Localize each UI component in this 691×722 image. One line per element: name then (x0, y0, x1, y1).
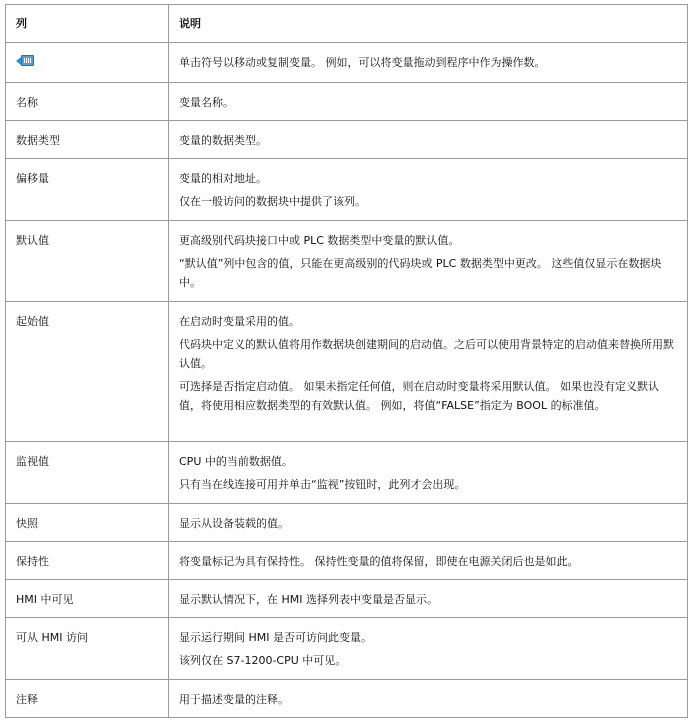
description-text: 更高级别代码块接口中或 PLC 数据类型中变量的默认值。 (179, 234, 460, 247)
description-text: 变量的相对地址。 (179, 172, 267, 185)
row-description-cell (169, 43, 688, 83)
row-label-cell: 名称 (6, 83, 169, 121)
row-label-cell: 起始值 (6, 302, 169, 442)
column-description-table (5, 4, 688, 718)
table-row (6, 221, 688, 302)
description-text: 变量名称。 (179, 96, 234, 109)
description-text: 变量的数据类型。 (179, 134, 267, 147)
row-description-cell (169, 680, 688, 718)
row-description-cell (169, 83, 688, 121)
row-label-cell: 保持性 (6, 542, 169, 580)
description-text: 可选择是否指定启动值。 如果未指定任何值，则在启动时变量将采用默认值。 如果也没有定义默认值，将使用相应数据类型的有效默认值。 例如，将值“FALSE”指定为 BOOL 的标准值。 (179, 380, 659, 412)
row-label-cell: HMI 中可见 (6, 580, 169, 618)
row-label-cell: 快照 (6, 504, 169, 542)
header-description: 说明 (169, 5, 688, 43)
row-label-cell: 默认值 (6, 221, 169, 302)
drag-symbol-icon[interactable] (16, 54, 33, 66)
header-column: 列 (6, 5, 169, 43)
description-text: 将变量标记为具有保持性。 保持性变量的值将保留，即使在电源关闭后也是如此。 (179, 555, 579, 568)
row-description-cell (169, 580, 688, 618)
table-row (6, 680, 688, 718)
row-label-cell: 数据类型 (6, 121, 169, 159)
row-label-cell: 可从 HMI 访问 (6, 618, 169, 680)
row-description-cell (169, 159, 688, 221)
row-description-cell (169, 302, 688, 442)
table-row (6, 121, 688, 159)
description-text: 仅在一般访问的数据块中提供了该列。 (179, 195, 366, 208)
description-text: 该列仅在 S7-1200-CPU 中可见。 (179, 654, 347, 667)
row-label-cell: 注释 (6, 680, 169, 718)
table-row (6, 302, 688, 442)
row-description-cell (169, 442, 688, 504)
description-text: 代码块中定义的默认值将用作数据块创建期间的启动值。之后可以使用背景特定的启动值来替换所用默认值。 (179, 338, 674, 370)
table-row (6, 618, 688, 680)
description-text: 显示从设备装载的值。 (179, 517, 289, 530)
description-text: CPU 中的当前数据值。 (179, 455, 293, 468)
table-header-row (6, 5, 688, 43)
table-row (6, 159, 688, 221)
row-description-cell (169, 121, 688, 159)
table-row (6, 542, 688, 580)
row-label-cell: 偏移量 (6, 159, 169, 221)
description-text: 显示默认情况下，在 HMI 选择列表中变量是否显示。 (179, 593, 438, 606)
table-row (6, 43, 688, 83)
row-label-cell: 监视值 (6, 442, 169, 504)
row-description-cell (169, 542, 688, 580)
table-row (6, 83, 688, 121)
description-text: 只有当在线连接可用并单击“监视”按钮时，此列才会出现。 (179, 478, 466, 491)
description-text: 用于描述变量的注释。 (179, 693, 289, 706)
description-text: 在启动时变量采用的值。 (179, 315, 300, 328)
description-text: 显示运行期间 HMI 是否可访问此变量。 (179, 631, 372, 644)
row-description-cell (169, 504, 688, 542)
description-text: 单击符号以移动或复制变量。 例如，可以将变量拖动到程序中作为操作数。 (179, 56, 546, 69)
table-row (6, 580, 688, 618)
table-row (6, 442, 688, 504)
row-label-cell (6, 43, 169, 83)
description-text: “默认值”列中包含的值，只能在更高级别的代码块或 PLC 数据类型中更改。 这些值仅显示在数据块中。 (179, 257, 662, 289)
table-row (6, 504, 688, 542)
row-description-cell (169, 221, 688, 302)
row-description-cell (169, 618, 688, 680)
